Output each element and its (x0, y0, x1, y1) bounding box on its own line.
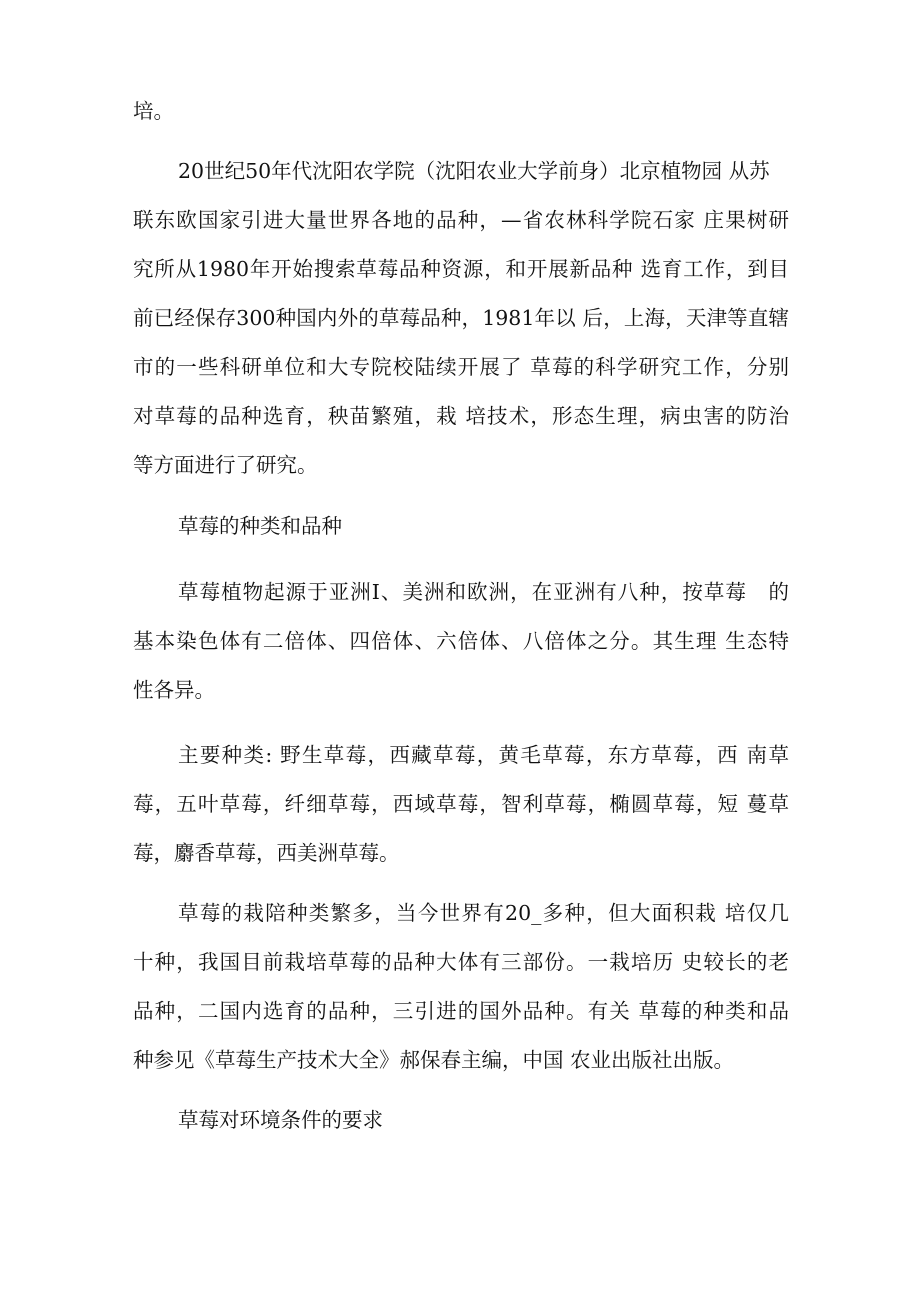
section-heading: 草莓的种类和品种 (178, 514, 342, 538)
text-line: 究所从1980年开始搜索草莓品种资源，和开展新品种 选育工作，到目 (133, 257, 789, 281)
text-line: 性各异。 (133, 678, 215, 702)
text-line: 草莓的栽陪种类繁多，当今世界有20_多种，但大面积栽 培仅几 (178, 901, 789, 925)
text-line: 种参见《草莓生产技术大全》郝保春主编，中国 农业出版社出版。 (133, 1048, 735, 1072)
text-line: 培。 (133, 99, 174, 123)
text-line: 莓，麝香草莓，西美洲草莓。 (133, 841, 400, 865)
text-line: 联东欧国家引进大量世界各地的品种，—省农林科学院石家 庄果树研 (133, 208, 789, 232)
text-line: 对草莓的品种选育，秧苗繁殖，栽 培技术，形态生理，病虫害的防治 (133, 404, 789, 428)
text-line: 十种，我国目前栽培草莓的品种大体有三部份。一栽培历 史较长的老 (133, 950, 789, 974)
section-heading: 草莓对环境条件的要求 (178, 1108, 383, 1132)
text-line: 前已经保存300种国内外的草莓品种，1981年以 后，上海，天津等直辖 (133, 306, 789, 330)
text-line: 20世纪50年代沈阳农学院（沈阳农业大学前身）北京植物园 从苏 (178, 159, 770, 183)
text-line: 市的一些科研单位和大专院校陆续开展了 草莓的科学研究工作，分别 (133, 355, 789, 379)
text-line: 品种，二国内选育的品种，三引进的国外品种。有关 草莓的种类和品 (133, 999, 789, 1023)
text-line: 草莓植物起源于亚洲I、美洲和欧洲，在亚洲有八种，按草莓 的 (178, 580, 789, 604)
text-line: 莓，五叶草莓，纤细草莓，西域草莓，智利草莓，椭圆草莓，短 蔓草 (133, 792, 789, 816)
text-line: 等方面进行了研究。 (133, 453, 318, 477)
text-line: 基本染色体有二倍体、四倍体、六倍体、八倍体之分。其生理 生态特 (133, 629, 789, 653)
text-line: 主要种类: 野生草莓，西藏草莓，黄毛草莓，东方草莓，西 南草 (178, 743, 789, 767)
